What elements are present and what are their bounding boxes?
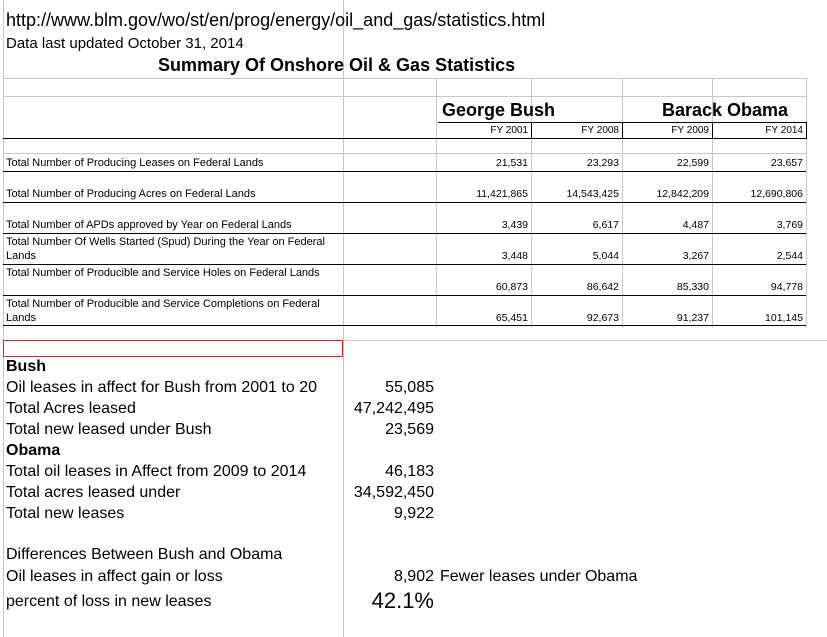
table-cell[interactable]: 101,145 xyxy=(765,312,803,324)
summary-value[interactable]: 47,242,495 xyxy=(353,400,434,417)
table-border xyxy=(3,295,806,296)
summary-heading-differences: Differences Between Bush and Obama xyxy=(6,546,283,563)
summary-label: Total Acres leased xyxy=(6,400,136,417)
row-label: Total Number of Producing Leases on Federal Lands xyxy=(6,157,264,169)
row-label: Total Number of Producible and Service Completions on Federal Lands xyxy=(6,298,320,324)
table-cell[interactable]: 4,487 xyxy=(682,219,709,231)
grid-line xyxy=(806,78,807,328)
page-title: Summary Of Onshore Oil & Gas Statistics xyxy=(158,55,516,75)
table-border xyxy=(3,233,806,234)
table-cell[interactable]: 2,544 xyxy=(776,250,803,262)
summary-label: Total acres leased under xyxy=(6,484,181,501)
table-cell[interactable]: 21,531 xyxy=(495,157,528,169)
table-cell[interactable]: 11,421,865 xyxy=(476,188,528,200)
summary-note: Fewer leases under Obama xyxy=(440,568,638,585)
grid-line xyxy=(3,96,806,97)
table-cell[interactable]: 85,330 xyxy=(676,281,709,293)
table-cell[interactable]: 3,439 xyxy=(501,219,528,231)
summary-heading-obama: Obama xyxy=(6,442,61,459)
table-cell[interactable]: 23,293 xyxy=(586,157,619,169)
summary-value[interactable]: 42.1% xyxy=(371,588,434,613)
table-border xyxy=(806,122,807,139)
table-cell[interactable]: 92,673 xyxy=(586,312,619,324)
group-header-obama: Barack Obama xyxy=(662,100,789,120)
summary-label: Oil leases in affect gain or loss xyxy=(6,568,223,585)
summary-value[interactable]: 46,183 xyxy=(385,463,434,480)
column-header: FY 2009 xyxy=(671,125,709,136)
table-cell[interactable]: 23,657 xyxy=(770,157,803,169)
row-label: Total Number of Producing Acres on Federal Lands xyxy=(6,188,256,200)
table-cell[interactable]: 3,267 xyxy=(682,250,709,262)
table-cell[interactable]: 14,543,425 xyxy=(566,188,619,200)
source-url[interactable]: http://www.blm.gov/wo/st/en/prog/energy/oil_and_gas/statistics.html xyxy=(6,10,546,30)
table-cell[interactable]: 86,642 xyxy=(586,281,619,293)
summary-value[interactable]: 55,085 xyxy=(385,379,434,396)
column-header: FY 2014 xyxy=(765,125,803,136)
selected-cell[interactable] xyxy=(3,340,343,357)
table-cell[interactable]: 6,617 xyxy=(592,219,619,231)
table-cell[interactable]: 12,690,806 xyxy=(750,188,803,200)
table-cell[interactable]: 5,044 xyxy=(592,250,619,262)
table-border xyxy=(3,202,806,203)
summary-label: Total new leased under Bush xyxy=(6,421,212,438)
table-border xyxy=(531,122,532,139)
table-border xyxy=(3,325,806,326)
grid-line xyxy=(622,78,623,328)
table-border xyxy=(622,122,623,139)
summary-label: Oil leases in affect for Bush from 2001 to 20 xyxy=(6,379,317,396)
row-label: Total Number of APDs approved by Year on Federal Lands xyxy=(6,219,292,231)
table-cell[interactable]: 60,873 xyxy=(495,281,528,293)
summary-value[interactable]: 9,922 xyxy=(393,505,434,522)
table-cell[interactable]: 65,451 xyxy=(495,312,528,324)
table-border xyxy=(3,264,806,265)
grid-line xyxy=(3,78,806,79)
table-cell[interactable]: 22,599 xyxy=(676,157,709,169)
table-cell[interactable]: 3,769 xyxy=(776,219,803,231)
row-label: Total Number Of Wells Started (Spud) During the Year on Federal Lands xyxy=(6,236,325,262)
table-border xyxy=(3,138,806,139)
table-cell[interactable]: 94,778 xyxy=(770,281,803,293)
row-label: Total Number of Producible and Service Holes on Federal Lands xyxy=(6,267,320,279)
table-cell[interactable]: 91,237 xyxy=(676,312,709,324)
updated-note: Data last updated October 31, 2014 xyxy=(6,35,244,52)
grid-line xyxy=(3,153,806,154)
table-cell[interactable]: 12,842,209 xyxy=(656,188,709,200)
grid-line xyxy=(436,78,437,328)
table-border xyxy=(712,122,713,139)
table-border xyxy=(3,171,806,172)
summary-label: Total new leases xyxy=(6,505,125,522)
column-header: FY 2008 xyxy=(581,125,619,136)
summary-value[interactable]: 34,592,450 xyxy=(353,484,434,501)
summary-value[interactable]: 8,902 xyxy=(393,568,434,585)
column-header: FY 2001 xyxy=(490,125,528,136)
table-cell[interactable]: 3,448 xyxy=(501,250,528,262)
summary-value[interactable]: 23,569 xyxy=(385,421,434,438)
summary-heading-bush: Bush xyxy=(6,358,46,375)
summary-label: percent of loss in new leases xyxy=(6,593,212,610)
summary-label: Total oil leases in Affect from 2009 to 2014 xyxy=(6,463,307,480)
group-header-bush: George Bush xyxy=(442,100,556,120)
